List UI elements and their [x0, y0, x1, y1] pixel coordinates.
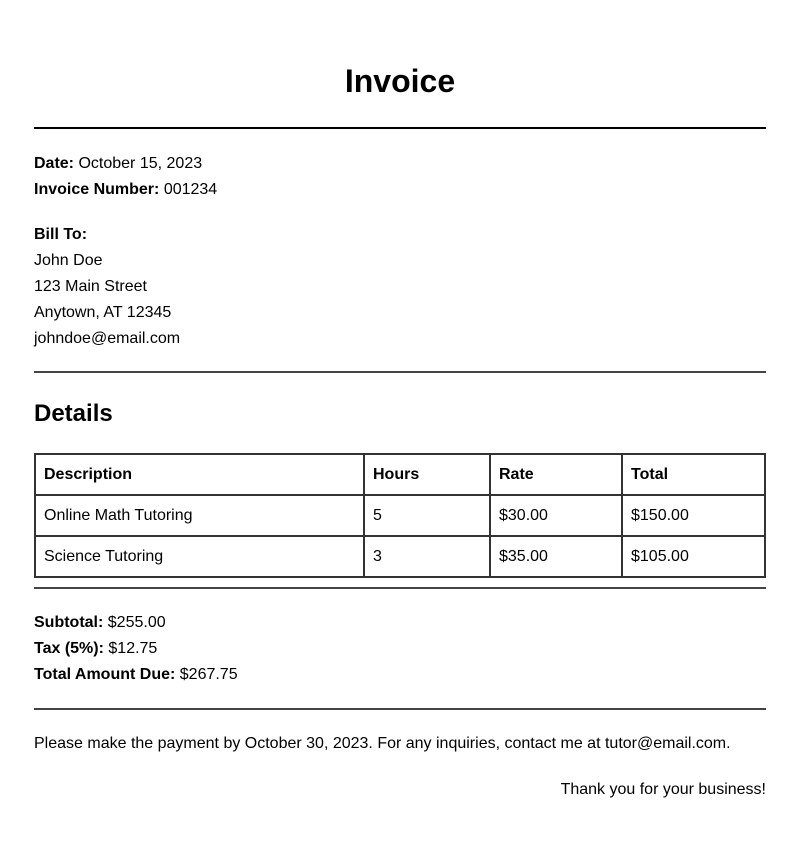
date-line — [34, 151, 766, 177]
row-rate: $35.00 — [490, 536, 622, 577]
title-divider — [34, 127, 766, 129]
subtotal-line — [34, 610, 766, 636]
subtotal-label: Subtotal: — [34, 614, 104, 631]
column-header-rate: Rate — [490, 454, 622, 495]
tax-line — [34, 636, 766, 662]
row-total: $105.00 — [622, 536, 765, 577]
date-label: Date: — [34, 155, 75, 172]
invoice-title: Invoice — [344, 63, 456, 99]
invoice-number-line — [34, 177, 766, 203]
invoice-number-value: 001234 — [163, 181, 218, 198]
tax-label: Tax (5%): — [34, 640, 104, 657]
date-value: October 15, 2023 — [78, 155, 203, 172]
row-description: Online Math Tutoring — [35, 495, 364, 536]
row-description: Science Tutoring — [35, 536, 364, 577]
total-due-label: Total Amount Due: — [34, 666, 176, 683]
table-row — [35, 536, 765, 577]
column-header-total: Total — [622, 454, 765, 495]
thank-you-text: Thank you for your business! — [560, 781, 766, 798]
bill-to-heading — [34, 222, 766, 248]
totals-divider — [34, 708, 766, 710]
table-row — [35, 495, 765, 536]
column-header-description: Description — [35, 454, 364, 495]
subtotal-value: $255.00 — [107, 614, 166, 631]
bill-to-name: John Doe — [34, 252, 103, 269]
row-hours: 3 — [364, 536, 490, 577]
table-divider — [34, 587, 766, 589]
bill-to-block — [34, 222, 766, 352]
invoice-number-label: Invoice Number: — [34, 181, 160, 198]
table-header-row — [35, 454, 765, 495]
details-table — [34, 453, 766, 578]
bill-to-label: Bill To: — [34, 226, 88, 243]
bill-to-street: 123 Main Street — [34, 278, 147, 295]
totals-block — [34, 610, 766, 688]
row-rate: $30.00 — [490, 495, 622, 536]
column-header-hours: Hours — [364, 454, 490, 495]
total-due-value: $267.75 — [179, 666, 238, 683]
details-heading: Details — [34, 400, 113, 427]
total-due-line — [34, 662, 766, 688]
payment-note: Please make the payment by October 30, 2023. For any inquiries, contact me at tutor@email.com. — [34, 735, 731, 752]
tax-value: $12.75 — [108, 640, 158, 657]
row-hours: 5 — [364, 495, 490, 536]
bill-to-city: Anytown, AT 12345 — [34, 304, 172, 321]
invoice-page — [34, 0, 766, 803]
invoice-meta — [34, 151, 766, 203]
row-total: $150.00 — [622, 495, 765, 536]
bill-to-divider — [34, 371, 766, 373]
bill-to-email: johndoe@email.com — [34, 330, 181, 347]
